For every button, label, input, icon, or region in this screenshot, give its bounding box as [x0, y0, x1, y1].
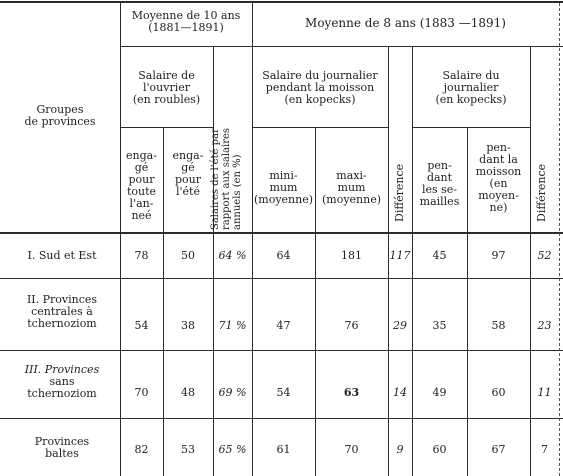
cell-r1-ratio: 64 %	[218, 249, 247, 262]
cell-r4-diff2: 7	[541, 443, 548, 456]
col-header-difference: Différence	[393, 163, 406, 222]
cell-r3-ete: 48	[181, 386, 195, 399]
col-header-pendant-moisson: pen- dant la moisson (en moyen- ne)	[475, 141, 522, 214]
cell-r3-moisson: 60	[491, 386, 506, 399]
rule-subgroup3	[412, 127, 530, 128]
row-label-provinces-baltes: Provinces baltes	[34, 435, 90, 460]
cell-r3-semailles: 49	[432, 386, 447, 399]
cell-r3-max: 63	[343, 386, 360, 399]
cell-r4-ete: 53	[181, 443, 195, 456]
cell-r2-ratio: 71 %	[218, 319, 247, 332]
cell-r1-diff2: 52	[537, 249, 552, 262]
rule-v-right	[559, 3, 560, 476]
cell-r1-moisson: 97	[491, 249, 506, 262]
col-header-minimum: mini- mum (moyenne)	[253, 169, 314, 206]
cell-r2-diff: 29	[393, 319, 407, 332]
cell-r4-diff: 9	[396, 443, 404, 456]
cell-r3-diff2: 11	[537, 386, 552, 399]
header-groupes: Groupes de provinces	[24, 103, 96, 128]
cell-r1-min: 64	[276, 249, 291, 262]
rule-group	[120, 46, 563, 47]
cell-r3-annee: 70	[134, 386, 149, 399]
cell-r1-ete: 50	[181, 249, 195, 262]
row-label-provinces-centrales: II. Provinces centrales à tchernoziom	[26, 293, 98, 330]
cell-r1-annee: 78	[134, 249, 149, 262]
cell-r2-annee: 54	[134, 319, 149, 332]
cell-r4-semailles: 60	[432, 443, 447, 456]
rule-row2	[0, 350, 563, 351]
header-salaire-moisson: Salaire du journalier pendant la moisson (en kopecks)	[262, 69, 378, 106]
cell-r1-max: 181	[341, 249, 362, 262]
cell-r3-ratio: 69 %	[218, 386, 247, 399]
cell-r2-diff2: 23	[537, 319, 552, 332]
cell-r4-moisson: 67	[491, 443, 506, 456]
cell-r2-max: 76	[344, 319, 359, 332]
col-header-difference-2: Différence	[535, 163, 548, 222]
row-label-provinces-sans-tchernoziom: III. Provinces sans tchernoziom	[24, 363, 100, 400]
header-moyenne-8-ans: Moyenne de 8 ans (1883 —1891)	[305, 16, 506, 30]
rule-top	[0, 1, 563, 3]
rule-subgroup2	[252, 127, 388, 128]
col-header-semailles: pen- dant les se- mailles	[419, 159, 460, 208]
cell-r4-min: 61	[276, 443, 291, 456]
cell-r4-max: 70	[344, 443, 359, 456]
rule-row3	[0, 418, 563, 419]
cell-r1-diff: 117	[389, 249, 411, 262]
rule-row1	[0, 278, 563, 279]
col-header-maximum: maxi- mum (moyenne)	[321, 169, 382, 206]
header-salaire-journalier: Salaire du journalier (en kopecks)	[435, 69, 507, 106]
cell-r3-diff: 14	[393, 386, 407, 399]
rule-subgroup	[120, 127, 213, 128]
cell-r4-annee: 82	[134, 443, 149, 456]
cell-r2-min: 47	[276, 319, 291, 332]
rule-header-bottom	[0, 232, 563, 234]
col-header-ratio: Salaires de l'été par rapport aux salaires annuels (en %)	[210, 127, 243, 230]
col-header-toute-annee: enga- gé pour toute l'an- neé	[126, 149, 157, 222]
cell-r2-ete: 38	[181, 319, 195, 332]
cell-r4-ratio: 65 %	[218, 443, 247, 456]
header-salaire-ouvrier: Salaire de l'ouvrier (en roubles)	[132, 69, 201, 106]
cell-r1-semailles: 45	[432, 249, 447, 262]
col-header-ete: enga- gé pour l'été	[172, 149, 204, 198]
header-moyenne-10-ans: Moyenne de 10 ans (1881—1891)	[131, 9, 241, 34]
cell-r3-min: 54	[276, 386, 291, 399]
row-label-sud-est: I. Sud et Est	[27, 249, 97, 262]
cell-r2-moisson: 58	[491, 319, 506, 332]
cell-r2-semailles: 35	[432, 319, 447, 332]
